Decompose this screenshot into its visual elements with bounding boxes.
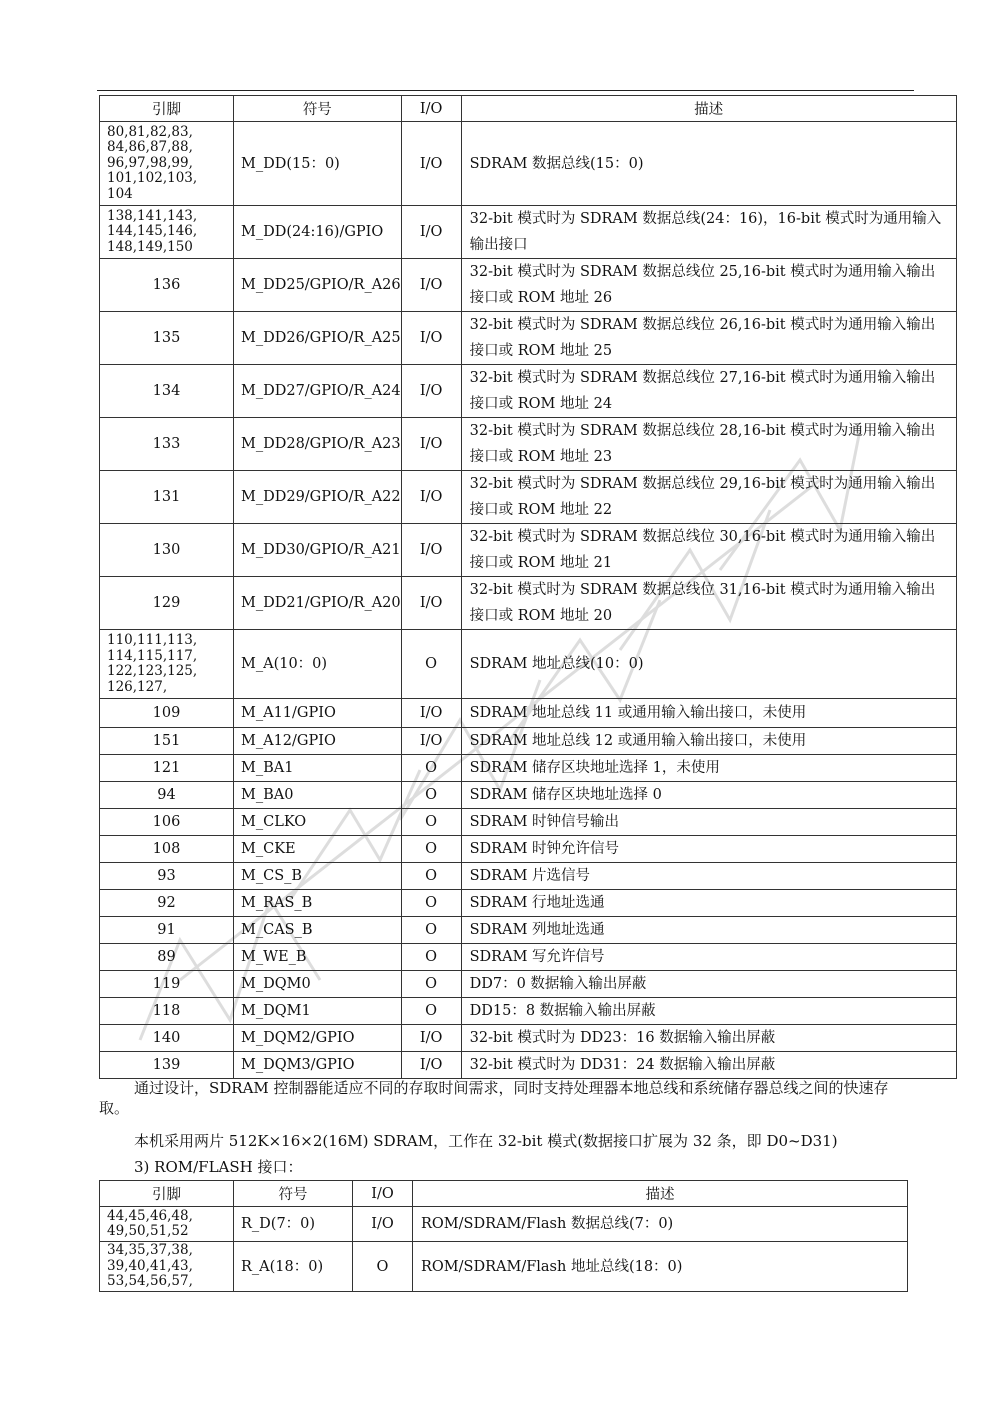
table-row [100, 728, 957, 755]
io-cell: O [353, 1242, 413, 1292]
description-cell: 32-bit 模式时为 SDRAM 数据总线位 30,16-bit 模式时为通用输入输出接口或 ROM 地址 21 [461, 524, 956, 577]
table-row [100, 755, 957, 782]
symbol-cell: M_DQM1 [234, 998, 402, 1025]
io-cell: O [401, 998, 461, 1025]
description-cell: SDRAM 地址总线 11 或通用输入输出接口，未使用 [461, 699, 956, 728]
description-cell: SDRAM 地址总线(10：0) [461, 630, 956, 699]
pin-cell: 140 [100, 1025, 234, 1052]
description-cell: 32-bit 模式时为 SDRAM 数据总线位 26,16-bit 模式时为通用输入输出接口或 ROM 地址 25 [461, 312, 956, 365]
pin-cell: 80,81,82,83, 84,86,87,88, 96,97,98,99, 101,102,103, 104 [100, 122, 234, 206]
pin-cell: 133 [100, 418, 234, 471]
table-row [100, 809, 957, 836]
table-header-row [100, 96, 957, 122]
pin-cell: 135 [100, 312, 234, 365]
table-row [100, 206, 957, 259]
header-rule [97, 90, 914, 91]
table-row [100, 1025, 957, 1052]
description-cell: 32-bit 模式时为 SDRAM 数据总线位 27,16-bit 模式时为通用输入输出接口或 ROM 地址 24 [461, 365, 956, 418]
description-cell: SDRAM 列地址选通 [461, 917, 956, 944]
symbol-cell: M_BA0 [234, 782, 402, 809]
io-cell: I/O [401, 471, 461, 524]
symbol-cell: M_DD27/GPIO/R_A24 [234, 365, 402, 418]
description-cell: SDRAM 储存区块地址选择 0 [461, 782, 956, 809]
symbol-cell: M_WE_B [234, 944, 402, 971]
symbol-cell: M_DD25/GPIO/R_A26 [234, 259, 402, 312]
pin-cell: 92 [100, 890, 234, 917]
io-cell: I/O [401, 418, 461, 471]
table-row [100, 917, 957, 944]
description-cell: ROM/SDRAM/Flash 地址总线(18：0) [413, 1242, 908, 1292]
table-row [100, 122, 957, 206]
table-row [100, 524, 957, 577]
symbol-cell: M_BA1 [234, 755, 402, 782]
symbol-cell: M_DD30/GPIO/R_A21 [234, 524, 402, 577]
pin-cell: 89 [100, 944, 234, 971]
io-cell: I/O [401, 1052, 461, 1079]
description-cell: 32-bit 模式时为 DD31：24 数据输入输出屏蔽 [461, 1052, 956, 1079]
io-cell: O [401, 809, 461, 836]
io-cell: I/O [401, 1025, 461, 1052]
description-cell: 32-bit 模式时为 DD23：16 数据输入输出屏蔽 [461, 1025, 956, 1052]
symbol-cell: M_RAS_B [234, 890, 402, 917]
pin-cell: 134 [100, 365, 234, 418]
symbol-cell: M_DQM0 [234, 971, 402, 998]
description-cell: SDRAM 时钟允许信号 [461, 836, 956, 863]
io-cell: O [401, 971, 461, 998]
io-cell: O [401, 863, 461, 890]
symbol-cell: M_CAS_B [234, 917, 402, 944]
io-cell: O [401, 630, 461, 699]
description-cell: 32-bit 模式时为 SDRAM 数据总线位 31,16-bit 模式时为通用输入输出接口或 ROM 地址 20 [461, 577, 956, 630]
table-row [100, 890, 957, 917]
pin-cell: 109 [100, 699, 234, 728]
description-cell: DD15：8 数据输入输出屏蔽 [461, 998, 956, 1025]
description-cell: SDRAM 地址总线 12 或通用输入输出接口，未使用 [461, 728, 956, 755]
sdram-pin-table [99, 95, 957, 1079]
pin-cell: 129 [100, 577, 234, 630]
symbol-cell: M_A(10：0) [234, 630, 402, 699]
header-description: 描述 [413, 1181, 908, 1207]
pin-cell: 130 [100, 524, 234, 577]
io-cell: I/O [401, 312, 461, 365]
symbol-cell: M_DD(24:16)/GPIO [234, 206, 402, 259]
symbol-cell: M_DD(15：0) [234, 122, 402, 206]
pin-cell: 119 [100, 971, 234, 998]
symbol-cell: M_CS_B [234, 863, 402, 890]
header-pin: 引脚 [100, 1181, 234, 1207]
symbol-cell: M_CKE [234, 836, 402, 863]
io-cell: I/O [353, 1207, 413, 1242]
io-cell: O [401, 917, 461, 944]
io-cell: O [401, 755, 461, 782]
paragraph-sdram-controller: 通过设计，SDRAM 控制器能适应不同的存取时间需求，同时支持处理器本地总线和系统储存器总线之间的快速存取。 [99, 1079, 889, 1117]
symbol-cell: M_DQM3/GPIO [234, 1052, 402, 1079]
description-cell: 32-bit 模式时为 SDRAM 数据总线位 25,16-bit 模式时为通用输入输出接口或 ROM 地址 26 [461, 259, 956, 312]
table-row [100, 418, 957, 471]
description-cell: SDRAM 写允许信号 [461, 944, 956, 971]
io-cell: I/O [401, 577, 461, 630]
description-cell: 32-bit 模式时为 SDRAM 数据总线位 28,16-bit 模式时为通用输入输出接口或 ROM 地址 23 [461, 418, 956, 471]
pin-cell: 131 [100, 471, 234, 524]
pin-cell: 118 [100, 998, 234, 1025]
pin-cell: 34,35,37,38, 39,40,41,43, 53,54,56,57, [100, 1242, 234, 1292]
pin-cell: 151 [100, 728, 234, 755]
symbol-cell: M_DD26/GPIO/R_A25 [234, 312, 402, 365]
description-cell: ROM/SDRAM/Flash 数据总线(7：0) [413, 1207, 908, 1242]
table-row [100, 259, 957, 312]
table-row [100, 863, 957, 890]
symbol-cell: M_CLKO [234, 809, 402, 836]
io-cell: O [401, 890, 461, 917]
pin-cell: 138,141,143, 144,145,146, 148,149,150 [100, 206, 234, 259]
pin-cell: 93 [100, 863, 234, 890]
table-row [100, 1052, 957, 1079]
table-row [100, 836, 957, 863]
pin-cell: 139 [100, 1052, 234, 1079]
section-heading-rom-flash: 3) ROM/FLASH 接口： [134, 1158, 303, 1176]
io-cell: I/O [401, 122, 461, 206]
io-cell: O [401, 836, 461, 863]
symbol-cell: M_DD21/GPIO/R_A20 [234, 577, 402, 630]
header-pin: 引脚 [100, 96, 234, 122]
io-cell: I/O [401, 365, 461, 418]
header-symbol: 符号 [234, 96, 402, 122]
pin-cell: 136 [100, 259, 234, 312]
description-cell: SDRAM 片选信号 [461, 863, 956, 890]
symbol-cell: R_D(7：0) [234, 1207, 353, 1242]
pin-cell: 44,45,46,48, 49,50,51,52 [100, 1207, 234, 1242]
rom-flash-pin-table [99, 1180, 908, 1292]
description-cell: 32-bit 模式时为 SDRAM 数据总线(24：16)，16-bit 模式时为通用输入输出接口 [461, 206, 956, 259]
header-symbol: 符号 [234, 1181, 353, 1207]
table-row [100, 944, 957, 971]
table-row [100, 699, 957, 728]
table-row [100, 971, 957, 998]
description-cell: SDRAM 行地址选通 [461, 890, 956, 917]
table-row [100, 1242, 908, 1292]
pin-cell: 94 [100, 782, 234, 809]
table-row [100, 998, 957, 1025]
description-cell: SDRAM 时钟信号输出 [461, 809, 956, 836]
table-row [100, 312, 957, 365]
symbol-cell: R_A(18：0) [234, 1242, 353, 1292]
pin-cell: 121 [100, 755, 234, 782]
symbol-cell: M_A12/GPIO [234, 728, 402, 755]
io-cell: O [401, 782, 461, 809]
description-cell: 32-bit 模式时为 SDRAM 数据总线位 29,16-bit 模式时为通用输入输出接口或 ROM 地址 22 [461, 471, 956, 524]
io-cell: I/O [401, 524, 461, 577]
pin-cell: 91 [100, 917, 234, 944]
table-row [100, 782, 957, 809]
io-cell: I/O [401, 206, 461, 259]
pin-cell: 106 [100, 809, 234, 836]
io-cell: I/O [401, 699, 461, 728]
symbol-cell: M_DQM2/GPIO [234, 1025, 402, 1052]
pin-cell: 110,111,113, 114,115,117, 122,123,125, 126,127, [100, 630, 234, 699]
table-row [100, 471, 957, 524]
pin-cell: 108 [100, 836, 234, 863]
symbol-cell: M_A11/GPIO [234, 699, 402, 728]
description-cell: SDRAM 储存区块地址选择 1，未使用 [461, 755, 956, 782]
io-cell: I/O [401, 259, 461, 312]
symbol-cell: M_DD28/GPIO/R_A23 [234, 418, 402, 471]
table-row [100, 577, 957, 630]
description-cell: DD7：0 数据输入输出屏蔽 [461, 971, 956, 998]
table-row [100, 365, 957, 418]
io-cell: I/O [401, 728, 461, 755]
header-io: I/O [353, 1181, 413, 1207]
paragraph-sdram-config: 本机采用两片 512K×16×2(16M) SDRAM，工作在 32-bit 模式(数据接口扩展为 32 条，即 D0~D31) [134, 1132, 838, 1150]
io-cell: O [401, 944, 461, 971]
table-header-row [100, 1181, 908, 1207]
table-row [100, 1207, 908, 1242]
description-cell: SDRAM 数据总线(15：0) [461, 122, 956, 206]
table-row [100, 630, 957, 699]
symbol-cell: M_DD29/GPIO/R_A22 [234, 471, 402, 524]
header-io: I/O [401, 96, 461, 122]
header-description: 描述 [461, 96, 956, 122]
